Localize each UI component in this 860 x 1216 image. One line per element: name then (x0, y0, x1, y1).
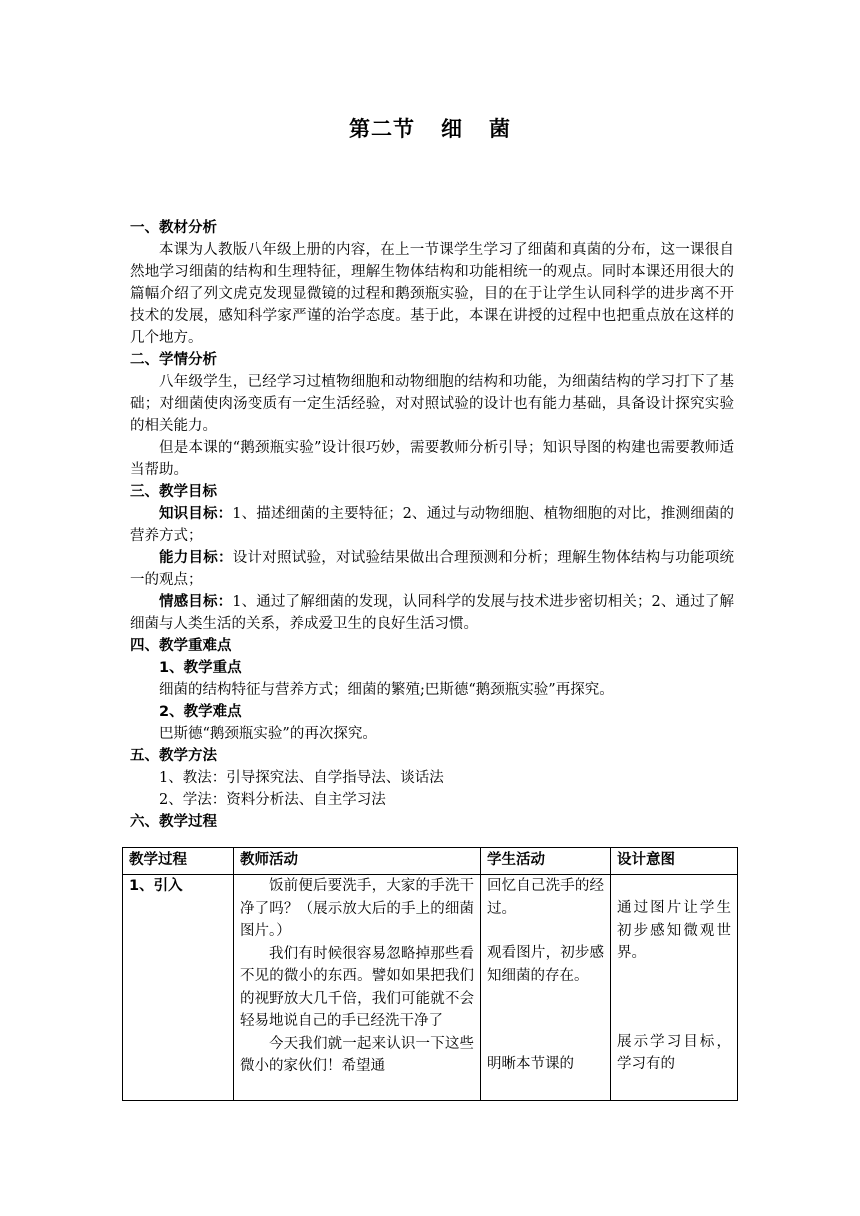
teacher-activity-cell (234, 875, 481, 1101)
title-char-2: 菌 (489, 117, 511, 141)
knowledge-objective-label: 知识目标： (159, 506, 233, 522)
title-char-1: 细 (441, 117, 463, 141)
students-paragraph-2: 但是本课的“鹅颈瓶实验”设计很巧妙，需要教师分析引导；知识导图的构建也需要教师适当帮助。 (130, 440, 734, 478)
teaching-process-table (122, 847, 738, 1101)
teacher-paragraph-2: 我们有时候很容易忽略掉那些看不见的微小的东西。譬如如果把我们的视野放大几千倍，我们可能就不会轻易地说自己的手已经洗干净了 (240, 945, 474, 1029)
intent-paragraph-2: 展示学习目标，学习有的 (617, 1033, 731, 1072)
header-student: 学生活动 (481, 848, 611, 875)
teacher-paragraph-3: 今天我们就一起来认识一下这些微小的家伙们！希望通 (240, 1035, 474, 1074)
section-heading-materials: 一、教材分析 (130, 220, 217, 236)
student-activity-cell (481, 875, 611, 1101)
section-heading-students: 二、学情分析 (130, 352, 217, 368)
section-heading-methods: 五、教学方法 (130, 748, 217, 764)
teaching-method: 1、教法：引导探究法、自学指导法、谈话法 (159, 770, 444, 786)
table-header-row (123, 848, 738, 875)
section-heading-process: 六、教学过程 (130, 814, 217, 830)
student-paragraph-3: 明晰本节课的 (487, 1056, 574, 1072)
header-process: 教学过程 (123, 848, 234, 875)
table-row (123, 875, 738, 1101)
difficulty-text: 巴斯德“鹅颈瓶实验”的再次探究。 (159, 726, 377, 742)
header-intent: 设计意图 (611, 848, 738, 875)
student-paragraph-1: 回忆自己洗手的经过。 (487, 878, 604, 917)
title-section: 第二节 (349, 117, 415, 141)
stage-cell: 1、引入 (123, 875, 234, 1101)
difficulty-heading: 2、教学难点 (159, 704, 242, 720)
ability-objective (130, 547, 734, 591)
document-body (130, 217, 734, 833)
emotion-objective (130, 591, 734, 635)
emotion-objective-label: 情感目标： (159, 594, 233, 610)
design-intent-cell (611, 875, 738, 1101)
section-heading-objectives: 三、教学目标 (130, 484, 217, 500)
key-point-heading: 1、教学重点 (159, 660, 242, 676)
students-paragraph-1: 八年级学生，已经学习过植物细胞和动物细胞的结构和功能，为细菌结构的学习打下了基础；对细菌使肉汤变质有一定生活经验，对对照试验的设计也有能力基础，具备设计探究实验的相关能力。 (130, 374, 734, 434)
ability-objective-label: 能力目标： (159, 550, 233, 566)
knowledge-objective-text: 1、描述细菌的主要特征；2、通过与动物细胞、植物细胞的对比，推测细菌的营养方式； (130, 506, 734, 544)
section-heading-key-points: 四、教学重难点 (130, 638, 232, 654)
teacher-paragraph-1: 饭前便后要洗手，大家的手洗干净了吗？（展示放大后的手上的细菌图片。） (240, 878, 474, 939)
intent-paragraph-1: 通过图片让学生初步感知微观世界。 (617, 900, 731, 961)
student-paragraph-2: 观看图片，初步感知细菌的存在。 (487, 945, 604, 984)
header-teacher: 教师活动 (234, 848, 481, 875)
learning-method: 2、学法：资料分析法、自主学习法 (159, 792, 386, 808)
materials-paragraph: 本课为人教版八年级上册的内容，在上一节课学生学习了细菌和真菌的分布，这一课很自然地学习细菌的结构和生理特征，理解生物体结构和功能相统一的观点。同时本课还用很大的篇幅介绍了列文虎克发现显微镜的过程和鹅颈瓶实验，目的在于让学生认同科学的进步离不开技术的发展，感知科学家严谨的治学态度。基于此，本课在讲授的过程中也把重点放在这样的几个地方。 (130, 242, 734, 346)
knowledge-objective (130, 503, 734, 547)
page-title (0, 113, 860, 143)
emotion-objective-text: 1、通过了解细菌的发现，认同科学的发展与技术进步密切相关；2、通过了解细菌与人类生活的关系，养成爱卫生的良好生活习惯。 (130, 594, 734, 632)
key-point-text: 细菌的结构特征与营养方式；细菌的繁殖;巴斯德“鹅颈瓶实验”再探究。 (159, 682, 614, 698)
ability-objective-text: 设计对照试验，对试验结果做出合理预测和分析；理解生物体结构与功能项统一的观点； (130, 550, 734, 588)
